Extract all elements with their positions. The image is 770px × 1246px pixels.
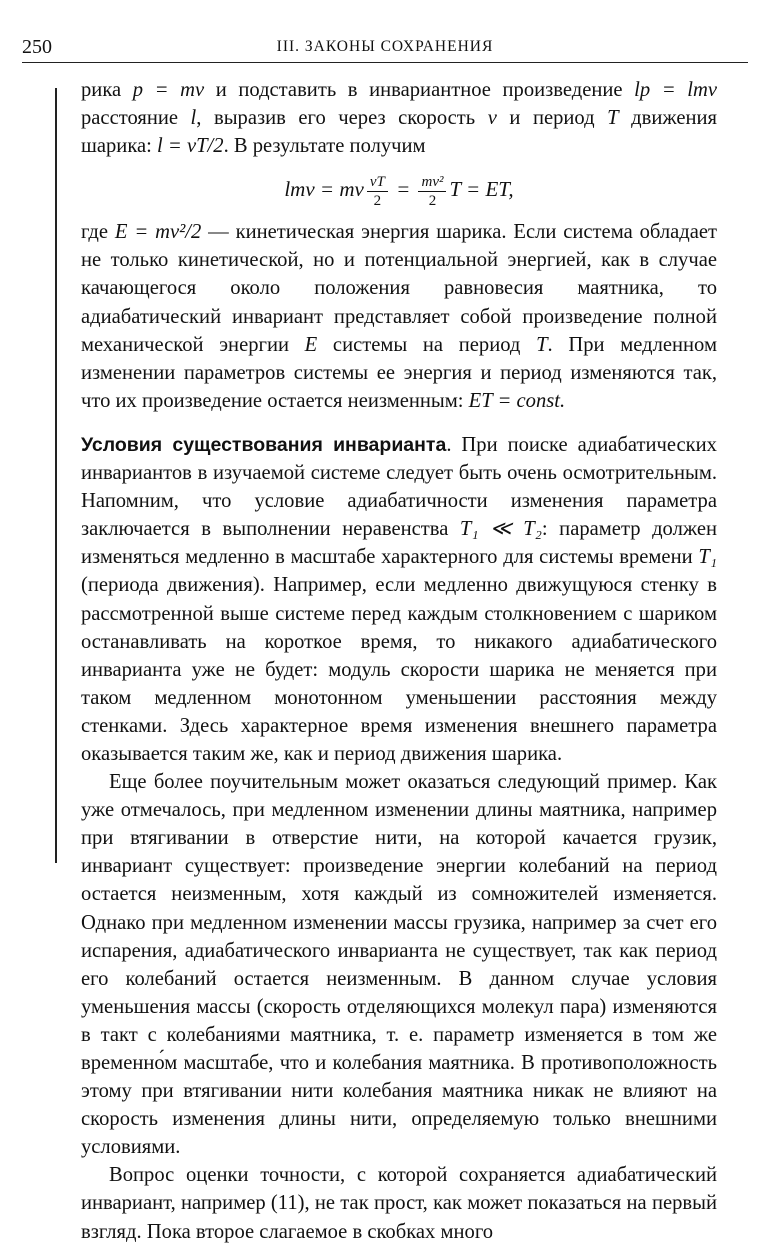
paragraph-1: рика p = mv и подставить в инвариантное произведение lp = lmv расстояние l, выразив его через скорость v и период T движения шарика: l = vT/2. В результате получим [81, 79, 717, 158]
page-number: 250 [22, 36, 52, 58]
paragraph-5: Вопрос оценки точности, с которой сохраняется адиабатический инвариант, например (11), не так прост, как может показаться на первый взгляд. Пока второе слагаемое в скобках много [81, 1164, 717, 1243]
paragraph-2: где E = mv²/2 — кинетическая энергия шарика. Если система обладает не только кинетической, но и потенциальной энергией, как в случае качающегося около положения равновесия маятника, то адиабатический инвариант представляет собой произведение полной механической энергии E системы на период T. При медленном изменении параметров системы ее энергия и период изменяются так, что их произведение остается неизменным: ET = const. [81, 221, 718, 412]
fraction-1: $\frac{vT}{2}$ [367, 173, 388, 210]
running-head: III. ЗАКОНЫ СОХРАНЕНИЯ [276, 38, 494, 55]
paragraph-4: Еще более поучительным может оказаться следующий пример. Как уже отмечалось, при медленном изменении длины маятника, например при втягивании в отверстие нити, на которой качается грузик, инвариант существует: произведение энергии колебаний на период остается неизменным, хотя каждый из сомножителей изменяется. Однако при медленном изменении массы грузика, например за счет его испарения, адиабатического инварианта не существует, так как период его колебаний остается неизменным. В данном случае условия уменьшения массы (скорость отделяющихся молекул пара) изменяются в такт с колебаниями маятника, т. е. параметр изменяется в том же временно́м масштабе, что и колебания маятника. В противоположность этому при втягивании нити колебания маятника никак не влияют на скорость изменения длины нити, определяемую только внешними условиями. [81, 771, 717, 1159]
fraction-2: $\frac{\text{mv²}}{2}$ [418, 173, 446, 210]
margin-bar [55, 88, 57, 863]
section-paragraph: Условия существования инварианта. При поиске адиабатических инвариантов в изучаемой системе следует быть очень осмотрительным. Напомним, что условие адиабатичности изменения параметра заключается в выполнении неравенства T₁ ≪ T₂: параметр должен изменяться медленно в масштабе характерного для системы времени T₁ (периода движения). Например, если медленно движущуюся стенку в рассмотренной выше системе перед каждым столкновением с шариком останавливать на короткое время, то никакого адиабатического инварианта уже не будет: модуль скорости шарика не меняется при таком медленном монотонном уменьшении расстояния между стенками. Здесь характерное время изменения внешнего параметра оказывается таким же, как и период движения шарика. [81, 433, 717, 765]
body-text [81, 76, 717, 1246]
page-header [22, 36, 748, 63]
formula: lmv = mv $\frac{vT}{2}$ = $\frac{\text{mv²}}{2}$ T = ET, [284, 173, 514, 209]
section-heading: Условия существования инварианта [81, 433, 447, 456]
